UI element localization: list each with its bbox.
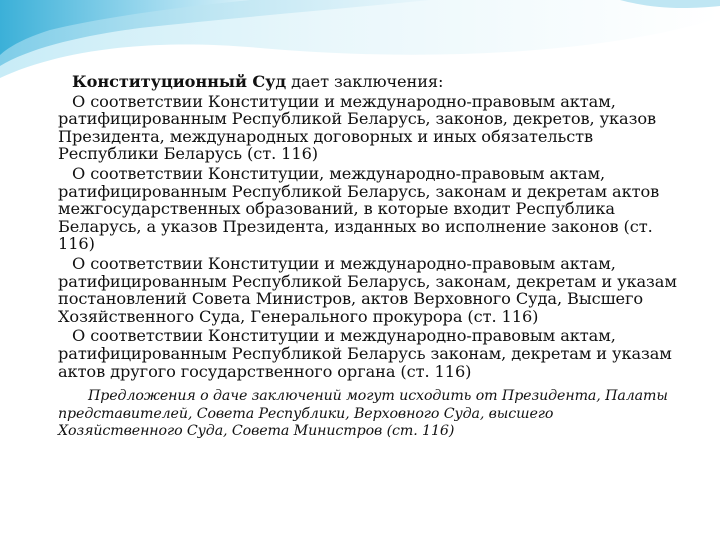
note-paragraph: Предложения о даче заключений могут исходить от Президента, Палаты представителей, Совета Республики, Верховного Суда, высшего Хозяйственного Суда, Совета Министров (ст. 116) bbox=[58, 388, 668, 440]
paragraph-2: О соответствии Конституции, международно-правовым актам, ратифицированным Республикой Беларусь, законам и декретам актов межгосударственных образований, в которые входит Республика Беларусь, а указов Президента, изданных во исполнение законов (ст. 116) bbox=[58, 163, 660, 254]
intro-paragraph bbox=[58, 73, 678, 91]
intro-rest: дает заключения: bbox=[286, 72, 444, 91]
intro-bold: Конституционный Суд bbox=[72, 72, 287, 91]
slide-body bbox=[58, 73, 678, 455]
paragraph-4: О соответствии Конституции и международно-правовым актам, ратифицированным Республикой Беларусь законам, декретам и указам актов другого государственного органа (ст. 116) bbox=[58, 326, 672, 381]
paragraph-3: О соответствии Конституции и международно-правовым актам, ратифицированным Республикой Беларусь, законам, декретам и указам постановлений Совета Министров, актов Верховного Суда, Высшего Хозяйственного Суда, Генерального прокурора (ст. 116) bbox=[58, 253, 677, 326]
paragraph-1: О соответствии Конституции и международно-правовым актам, ратифицированным Республикой Беларусь, законов, декретов, указов Президента, международных договорных и иных обязательств Республики Беларусь (ст. 116) bbox=[58, 91, 656, 164]
